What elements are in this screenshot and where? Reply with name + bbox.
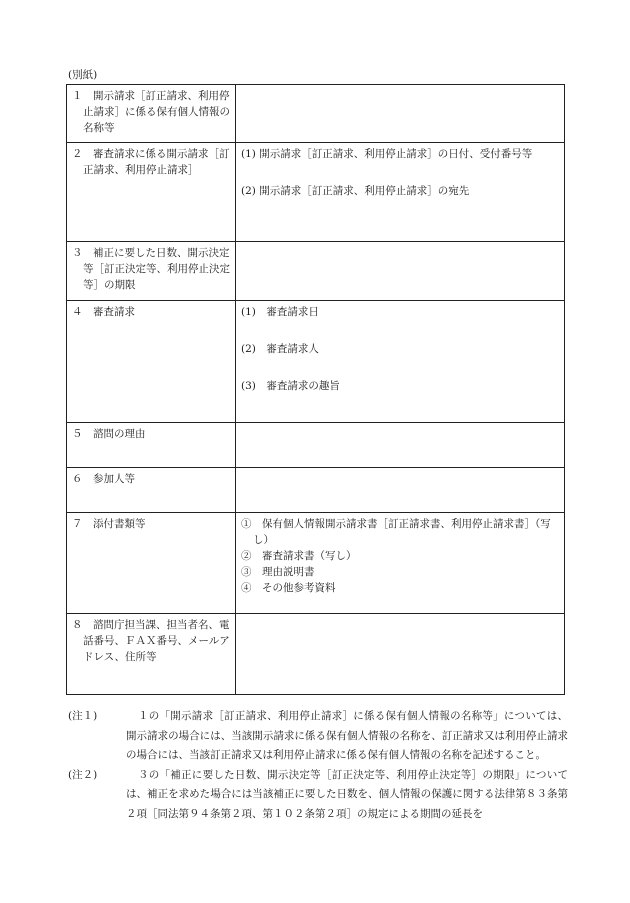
row-label: ２ 審査請求に係る開示請求［訂正請求、利用停止請求］ (72, 148, 230, 176)
table-row (67, 614, 565, 695)
row-label-cell (67, 614, 236, 695)
list-item: (3) 審査請求の趣旨 (241, 380, 340, 392)
note-text: ３の「補正に要した日数、開示決定等［訂正決定等、利用停止決定等］の期限」については、補正を求めた場合には当該補正に要した日数を、個人情報の保護に関する法律第８３条第２項［同法第９４条第２項、第１０２条第２項］の規定による期間の延長を (126, 768, 568, 820)
note-marker: (注１) (68, 710, 98, 722)
table-row (67, 423, 565, 468)
table-row (67, 143, 565, 242)
list-item: ④ その他参考資料 (241, 582, 336, 594)
table-row (67, 513, 565, 614)
list-item: (2) 審査請求人 (241, 343, 319, 355)
referral-form-table (66, 84, 565, 695)
row-content-cell (236, 242, 565, 301)
row-label: ６ 参加人等 (72, 473, 135, 485)
row-label: ４ 審査請求 (72, 306, 135, 318)
table-row (67, 85, 565, 143)
row-label-cell (67, 423, 236, 468)
row-content-cell (236, 85, 565, 143)
row-label: ７ 添付書類等 (72, 518, 146, 530)
list-item: (1) 審査請求日 (241, 306, 319, 318)
row-content-cell (236, 468, 565, 513)
row-content-cell (236, 513, 565, 614)
row-label: ５ 諮問の理由 (72, 428, 146, 440)
row-label-cell (67, 301, 236, 423)
table-row (67, 242, 565, 301)
note (68, 707, 568, 766)
row-label-cell (67, 513, 236, 614)
row-label: ３ 補正に要した日数、開示決定等［訂正決定等、利用停止決定等］の期限 (72, 247, 230, 291)
row-label: ８ 諮問庁担当課、担当者名、電話番号、ＦＡＸ番号、メールアドレス、住所等 (72, 619, 230, 663)
list-item: (1) 開示請求［訂正請求、利用停止請求］の日付、受付番号等 (241, 148, 533, 160)
row-content-cell (236, 423, 565, 468)
row-label-cell (67, 468, 236, 513)
row-label-cell (67, 242, 236, 301)
note-marker: (注２) (68, 768, 98, 781)
list-item: (2) 開示請求［訂正請求、利用停止請求］の宛先 (241, 185, 470, 197)
table-row (67, 301, 565, 423)
notes-section (68, 707, 568, 824)
note-text: １の「開示請求［訂正請求、利用停止請求］に係る保有個人情報の名称等」については、開示請求の場合には、当該開示請求に係る保有個人情報の名称を、訂正請求又は利用停止請求の場合には、当該訂正請求又は利用停止請求に係る保有個人情報の名称を記述すること。 (126, 710, 568, 761)
row-label-cell (67, 143, 236, 242)
row-label: １ 開示請求［訂正請求、利用停止請求］に係る保有個人情報の名称等 (72, 90, 230, 134)
row-content-cell (236, 301, 565, 423)
row-content-cell (236, 143, 565, 242)
table-row (67, 468, 565, 513)
row-label-cell (67, 85, 236, 143)
list-item: ① 保有個人情報開示請求書［訂正請求書、利用停止請求書］（写し） (241, 518, 551, 546)
note (68, 766, 568, 825)
attachment-label: (別紙) (68, 69, 98, 81)
list-item: ③ 理由説明書 (241, 566, 315, 578)
row-content-cell (236, 614, 565, 695)
list-item: ② 審査請求書（写し） (241, 550, 357, 562)
